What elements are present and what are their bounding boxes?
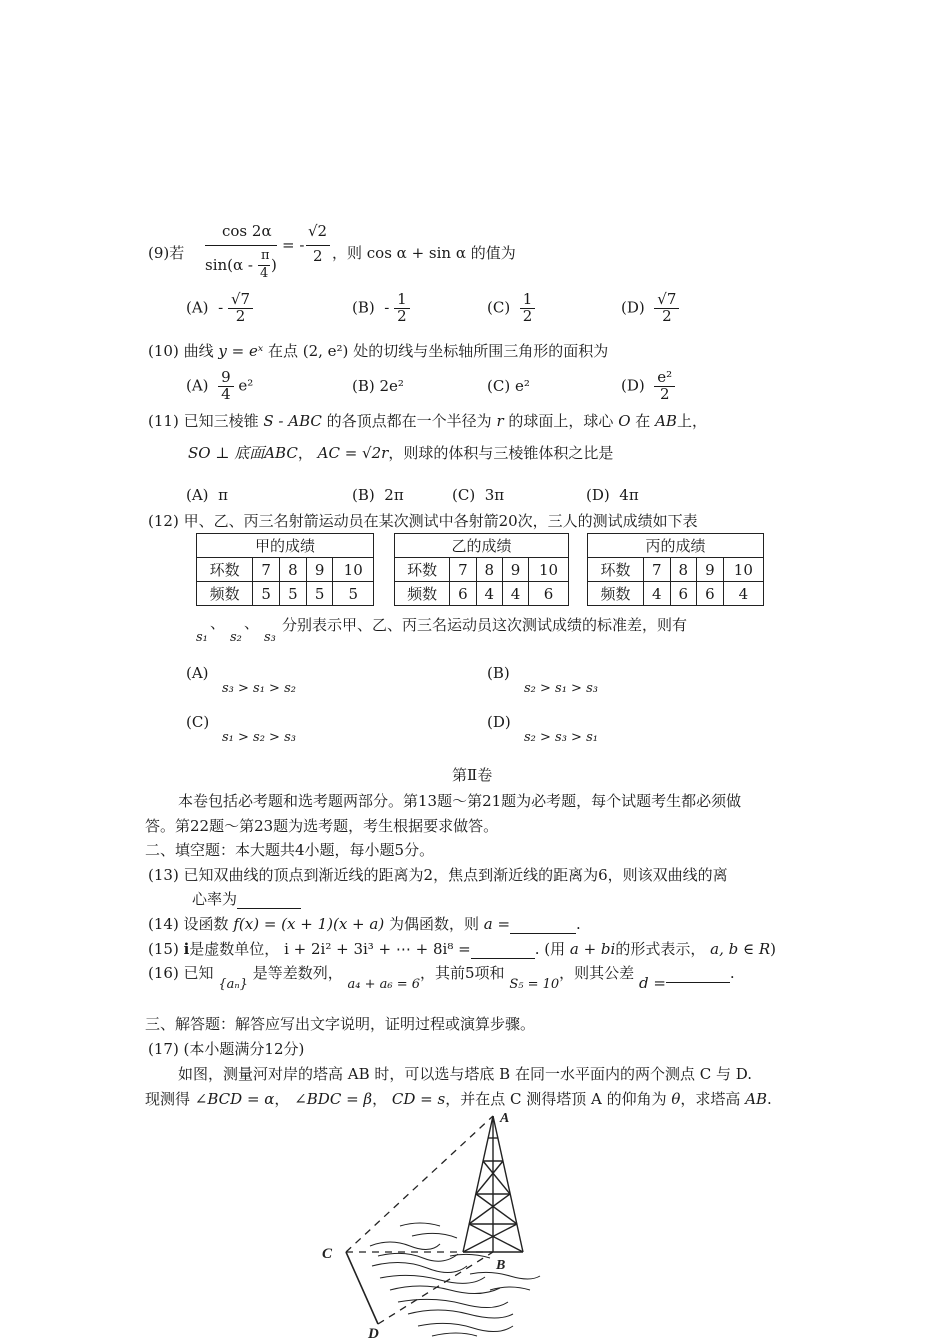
q10-option-b: (B) 2e² bbox=[352, 377, 404, 395]
row-label: 环数 bbox=[588, 558, 644, 582]
q12-option-b: s₂ > s₁ > s₃ bbox=[524, 681, 598, 696]
q13-line2: 心率为 bbox=[192, 888, 301, 909]
sight-lines bbox=[346, 1116, 493, 1324]
q12-s2: s₂ bbox=[230, 630, 242, 645]
q9-number: (9)若 bbox=[148, 244, 185, 262]
segment-cd bbox=[346, 1252, 378, 1324]
q9-lhs-denominator-pi: π bbox=[261, 248, 270, 263]
q11-option-b: (B) 2π bbox=[352, 486, 404, 504]
q9-lhs-denominator-b: ) bbox=[271, 256, 277, 274]
table-cell: 6 bbox=[697, 582, 724, 606]
table-cell: 9 bbox=[697, 558, 724, 582]
table-cell: 8 bbox=[476, 558, 502, 582]
tower-figure bbox=[300, 1106, 560, 1342]
q17-heading: (17) (本小题满分12分) bbox=[148, 1040, 305, 1058]
table-cell: 4 bbox=[502, 582, 528, 606]
part2-title: 第Ⅱ卷 bbox=[452, 766, 493, 784]
table-cell: 10 bbox=[723, 558, 763, 582]
score-table-jia bbox=[196, 533, 374, 606]
q12-sep1: 、 bbox=[210, 614, 226, 632]
q9-equals: = - bbox=[282, 236, 305, 254]
q12-s1: s₁ bbox=[196, 630, 208, 645]
table-cell: 7 bbox=[643, 558, 670, 582]
q11-option-c: (C) 3π bbox=[452, 486, 505, 504]
table-cell: 7 bbox=[450, 558, 476, 582]
q9-option-c: (C) $\frac{1}{2}$ bbox=[487, 292, 535, 325]
row-label: 环数 bbox=[197, 558, 253, 582]
q13-line1: (13) 已知双曲线的顶点到渐近线的距离为2，焦点到渐近线的距离为6，则该双曲线的离 bbox=[148, 866, 728, 884]
table-cell: 6 bbox=[529, 582, 569, 606]
q12-sep2: 、 bbox=[244, 614, 260, 632]
q9-tail: ，则 cos α + sin α 的值为 bbox=[332, 244, 516, 262]
q10-option-d: (D) $\frac{\text{e²}}{2}$ bbox=[621, 370, 675, 403]
row-label: 频数 bbox=[197, 582, 253, 606]
score-table-bing bbox=[587, 533, 764, 606]
q17-line1: 如图，测量河对岸的塔高 AB 时，可以选与塔底 B 在同一水平面内的两个测点 C 与 D. bbox=[178, 1065, 752, 1083]
table-cell: 8 bbox=[279, 558, 306, 582]
part2-intro-line2: 答。第22题～第23题为选考题，考生根据要求做答。 bbox=[145, 817, 499, 835]
label-b: B bbox=[496, 1258, 506, 1273]
label-a: A bbox=[500, 1111, 510, 1126]
q12-option-c: s₁ > s₂ > s₃ bbox=[222, 730, 296, 745]
table-title: 甲的成绩 bbox=[197, 534, 374, 558]
q10-option-a: (A) $\frac{9}{4}$ e² bbox=[186, 368, 254, 403]
q9-option-b: (B) - $\frac{1}{2}$ bbox=[352, 292, 410, 325]
q12-option-d: s₂ > s₃ > s₁ bbox=[524, 730, 598, 745]
tower bbox=[463, 1116, 523, 1252]
q12-stem2: 分别表示甲、乙、丙三名运动员这次测试成绩的标准差，则有 bbox=[282, 616, 688, 634]
q12-option-c-label: (C) bbox=[186, 713, 210, 731]
table-title: 丙的成绩 bbox=[588, 534, 764, 558]
table-cell: 7 bbox=[253, 558, 280, 582]
row-label: 频数 bbox=[395, 582, 450, 606]
q14: (14) 设函数 f(x) = (x + 1)(x + a) 为偶函数，则 a = . bbox=[148, 915, 581, 933]
table-cell: 10 bbox=[333, 558, 374, 582]
river-hatching bbox=[370, 1223, 540, 1336]
q12-option-d-label: (D) bbox=[487, 713, 511, 731]
q9-rhs-numerator: √2 bbox=[308, 222, 328, 240]
table-cell: 5 bbox=[333, 582, 374, 606]
table-cell: 5 bbox=[306, 582, 333, 606]
table-cell: 8 bbox=[670, 558, 697, 582]
q11-option-a: (A) π bbox=[186, 486, 228, 504]
row-label: 环数 bbox=[395, 558, 450, 582]
answer-blank bbox=[237, 890, 301, 909]
q9-lhs-denominator-4: 4 bbox=[260, 266, 269, 281]
q10-option-c: (C) e² bbox=[487, 377, 530, 395]
table-cell: 10 bbox=[529, 558, 569, 582]
section2-heading: 二、填空题：本大题共4小题，每小题5分。 bbox=[145, 841, 435, 859]
table-cell: 6 bbox=[450, 582, 476, 606]
q15: (15) i是虚数单位， i + 2i² + 3i³ + ⋯ + 8i⁸ = . (用 a + bi的形式表示， a, b ∈ R) bbox=[148, 940, 776, 958]
table-cell: 6 bbox=[670, 582, 697, 606]
score-table-yi bbox=[394, 533, 569, 606]
q12-s3: s₃ bbox=[264, 630, 276, 645]
label-d: D bbox=[368, 1326, 379, 1342]
table-cell: 9 bbox=[502, 558, 528, 582]
table-cell: 4 bbox=[723, 582, 763, 606]
q9-rhs-denominator: 2 bbox=[313, 247, 323, 265]
q11-stem-line1: (11) 已知三棱锥 S - ABC 的各顶点都在一个半径为 r 的球面上，球心 O 在 AB上， bbox=[148, 412, 707, 430]
table-cell: 4 bbox=[643, 582, 670, 606]
q12-option-a-label: (A) bbox=[186, 664, 209, 682]
section3-heading: 三、解答题：解答应写出文字说明，证明过程或演算步骤。 bbox=[145, 1015, 536, 1033]
label-c: C bbox=[322, 1246, 333, 1262]
q9-fraction-bar bbox=[205, 245, 277, 246]
table-cell: 4 bbox=[476, 582, 502, 606]
q9-option-d: (D) $\frac{√7}{2}$ bbox=[621, 292, 679, 325]
q11-option-d: (D) 4π bbox=[586, 486, 639, 504]
answer-blank bbox=[510, 915, 576, 934]
table-cell: 5 bbox=[279, 582, 306, 606]
answer-blank bbox=[471, 940, 535, 959]
q9-lhs-numerator: cos 2α bbox=[222, 222, 272, 240]
answer-blank bbox=[666, 964, 730, 983]
q16: (16) 已知 {aₙ} 是等差数列， a₄ + a₆ = 6，其前5项和 S₅ = 10，则其公差 d = . bbox=[148, 964, 735, 992]
q9-rhs-bar bbox=[306, 245, 330, 246]
table-cell: 5 bbox=[253, 582, 280, 606]
row-label: 频数 bbox=[588, 582, 644, 606]
q12-option-b-label: (B) bbox=[487, 664, 510, 682]
q9-option-a: (A) - $\frac{√7}{2}$ bbox=[186, 292, 253, 325]
q10-stem: (10) 曲线 y = eˣ 在点 (2, e²) 处的切线与坐标轴所围三角形的面积为 bbox=[148, 342, 609, 360]
table-cell: 9 bbox=[306, 558, 333, 582]
q12-option-a: s₃ > s₁ > s₂ bbox=[222, 681, 296, 696]
table-title: 乙的成绩 bbox=[395, 534, 569, 558]
q17-line2: 现测得 ∠BCD = α， ∠BDC = β， CD = s，并在点 C 测得塔顶 A 的仰角为 θ，求塔高 AB. bbox=[145, 1090, 772, 1108]
q12-stem: (12) 甲、乙、丙三名射箭运动员在某次测试中各射箭20次，三人的测试成绩如下表 bbox=[148, 512, 698, 530]
part2-intro-line1: 本卷包括必考题和选考题两部分。第13题～第21题为必考题，每个试题考生都必须做 bbox=[178, 792, 742, 810]
q9-lhs-denominator-a: sin(α - bbox=[205, 256, 253, 274]
q11-stem-line2: SO ⊥ 底面ABC， AC = √2r，则球的体积与三棱锥体积之比是 bbox=[188, 444, 614, 462]
